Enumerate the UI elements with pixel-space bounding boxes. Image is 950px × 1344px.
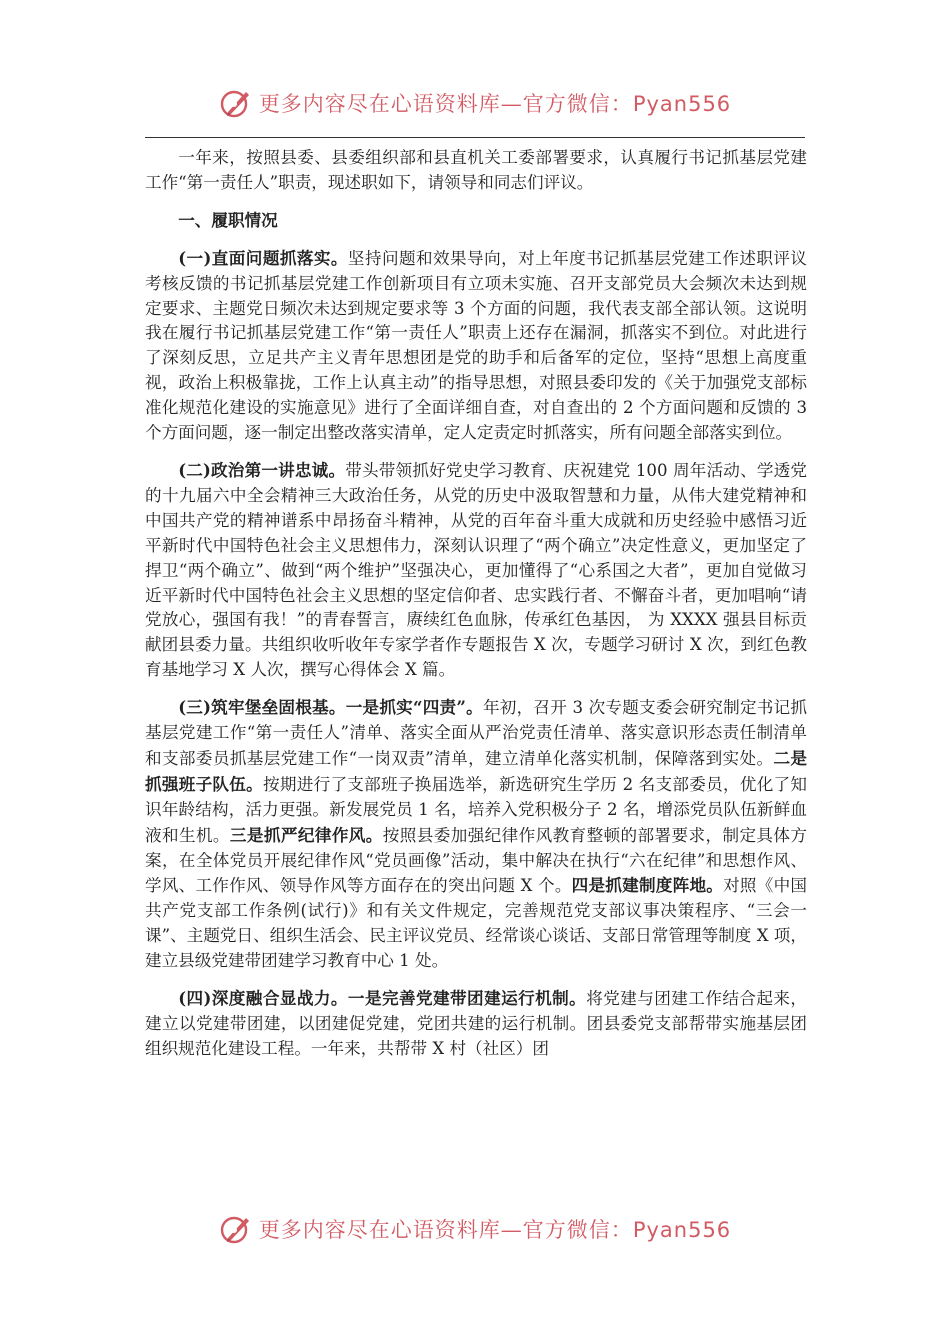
paragraph-2: (二)政治第一讲忠诚。带头带领抓好党史学习教育、庆祝建党 100 周年活动、学透党的十九届六中全会精神三大政治任务，从党的历史中汲取智慧和力量，从伟大建党精神和中国共产党的精神谱系中昂扬奋斗精神，从党的百年奋斗重大成就和历史经验中感悟习近平新时代中国特色社会主义思想伟力，深刻认识理了“两个确立”决定性意义，更加坚定了捍卫“两个确立”、做到“两个维护”坚强决心，更加懂得了“心系国之大者”，更加自觉做习近平新时代中国特色社会主义思想的坚定信仰者、忠实践行者、不懈奋斗者，更加唱响“请党放心，强国有我！”的青春誓言，赓续红色血脉，传承红色基因， 为 XXXX 强县目标贡献团县委力量。共组织收听收年专家学者作专题报告 X 次，专题学习研讨 X 次，到红色教育基地学习 X 人次，撰写心得体会 X 篇。 — [145, 459, 807, 680]
paragraph-4: (四)深度融合显战力。一是完善党建带团建运行机制。将党建与团建工作结合起来，建立以党建带团建，以团建促党建，党团共建的运行机制。团县委党支部帮带实施基层团组织规范化建设工程。一年来，共帮带 X 村（社区）团 — [145, 988, 808, 1058]
paragraph-3: (三)筑牢堡垒固根基。一是抓实“四责”。年初，召开 3 次专题支委会研究制定书记抓基层党建工作“第一责任人”清单、落实全面从严治党责任清单、落实意识形态责任制清单和支部委员抓基层党建工作“一岗双责”清单，建立清单化落实机制，保障落到实处。二是抓强班子队伍。按期进行了支部班子换届选举，新选研究生学历 2 名支部委员，优化了知识年龄结构，活力更强。新发展党员 1 名，培养入党积极分子 2 名，增添党员队伍新鲜血液和生机。三是抓严纪律作风。按照县委加强纪律作风教育整顿的部署要求，制定具体方案，在全体党员开展纪律作风“党员画像”活动，集中解决在执行“六在纪律”和思想作风、学风、工作作风、领导作风等方面存在的突出问题 X 个。四是抓建制度阵地。对照《中国共产党支部工作条例(试行)》和有关文件规定，完善规范党支部议事决策程序、“三会一课”、主题党日、组织生活会、民主评议党员、经常谈心谈话、支部日常管理等制度 X 项，建立县级党建带团建学习教育中心 1 处。 — [145, 697, 808, 971]
header-banner — [0, 80, 950, 126]
banner-text: 更多内容尽在心语资料库—官方微信：Pyan556 — [258, 1218, 732, 1242]
header-rule — [145, 137, 805, 138]
pen-logo-icon — [219, 86, 253, 120]
document-body — [145, 146, 807, 1062]
footer-banner — [0, 1206, 950, 1252]
banner-text: 更多内容尽在心语资料库—官方微信：Pyan556 — [258, 92, 732, 116]
paragraph-1: (一)直面问题抓落实。坚持问题和效果导向，对上年度书记抓基层党建工作述职评议考核反馈的书记抓基层党建工作创新项目有立项未实施、召开支部党员大会频次未达到规定要求、主题党日频次未达到规定要求等 3 个方面的问题，我代表支部全部认领。这说明我在履行书记抓基层党建工作“第一责任人”职责上还存在漏洞，抓落实不到位。对此进行了深刻反思，立足共产主义青年思想团是党的助手和后备军的定位，坚持“思想上高度重视，政治上积极靠拢，工作上认真主动”的指导思想，对照县委印发的《关于加强党支部标准化规范化建设的实施意见》进行了全面详细自查，对自查出的 2 个方面问题和反馈的 3 个方面问题，逐一制定出整改落实清单，定人定责定时抓落实，所有问题全部落实到位。 — [145, 247, 808, 443]
pen-logo-icon — [219, 1212, 253, 1246]
section-heading: 一、履职情况 — [178, 209, 278, 230]
intro-paragraph: 一年来，按照县委、县委组织部和县直机关工委部署要求，认真履行书记抓基层党建工作“第一责任人”职责，现述职如下，请领导和同志们评议。 — [145, 148, 807, 192]
